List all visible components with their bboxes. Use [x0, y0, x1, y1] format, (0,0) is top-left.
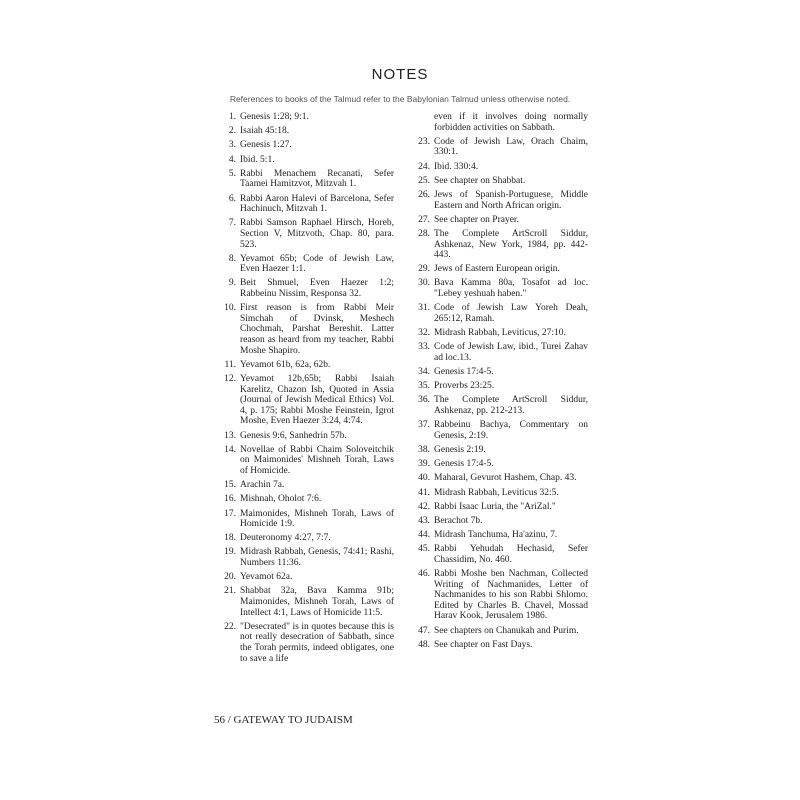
- note-number: 7.: [228, 218, 236, 229]
- note-item: [412, 395, 588, 416]
- note-item: [218, 360, 394, 371]
- note-number: 32.: [418, 328, 430, 339]
- note-number: 35.: [418, 381, 430, 392]
- note-number: 34.: [418, 367, 430, 377]
- note-number: 26.: [418, 189, 430, 200]
- note-text: Novellae of Rabbi Chaim Soloveitchik on Maimonides' Mishneh Torah, Laws of Homicide.: [240, 444, 394, 476]
- note-number: 39.: [418, 459, 430, 470]
- note-text: Jews of Eastern European origin.: [434, 264, 560, 275]
- note-number: 4.: [228, 154, 236, 165]
- note-number: 43.: [418, 515, 430, 526]
- notes-column-right: [412, 112, 588, 654]
- note-text: Midrash Tanchuma, Ha'azinu, 7.: [434, 530, 558, 541]
- note-number: 12.: [224, 374, 236, 384]
- note-number: 10.: [224, 303, 236, 314]
- note-number: 29.: [418, 264, 430, 275]
- note-text: Genesis 1:28; 9:1.: [240, 112, 309, 122]
- note-item: [218, 218, 394, 250]
- note-text: Genesis 1:27.: [240, 140, 292, 151]
- note-text: Midrash Rabbah, Genesis, 74:41; Rashi, Numbers 11:36.: [240, 547, 394, 569]
- note-text: "Desecrated" is in quotes because this is not really desecration of Sabbath, since the Torah permits, indeed obligates, one to save a life: [240, 621, 394, 664]
- note-number: 2.: [228, 126, 236, 137]
- note-text: Genesis 2:19.: [434, 444, 486, 455]
- note-item: [412, 229, 588, 261]
- note-item: [218, 155, 394, 166]
- note-item: [218, 194, 394, 215]
- note-text: Ibid. 5:1.: [240, 154, 275, 165]
- note-text: Mishnah, Oholot 7:6.: [240, 494, 322, 505]
- note-text: Yevamot 61b, 62a, 62b.: [240, 359, 331, 370]
- note-text: Berachot 7b.: [434, 515, 483, 526]
- note-text: Rabbi Aaron Halevi of Barcelona, Sefer Hachinuch, Mitzvah 1.: [240, 193, 394, 215]
- note-text: Genesis 17:4-5.: [434, 459, 494, 470]
- note-item: [218, 547, 394, 568]
- note-number: 13.: [224, 430, 236, 441]
- note-number: 25.: [418, 175, 430, 186]
- note-number: 33.: [418, 342, 430, 353]
- note-item: [218, 303, 394, 356]
- note-number: 11.: [224, 359, 236, 370]
- note-text: See chapter on Shabbat.: [434, 175, 526, 186]
- note-text: Isaiah 45:18.: [240, 126, 290, 137]
- note-text: Yevamot 65b; Code of Jewish Law, Even Haezer 1:1.: [240, 253, 394, 275]
- note-number: 27.: [418, 214, 430, 225]
- note-number: 9.: [228, 278, 236, 289]
- note-text: Code of Jewish Law, Orach Chaim, 330:1.: [434, 136, 588, 158]
- note-text: Rabbi Isaac Luria, the "AriZal.": [434, 501, 556, 512]
- note-item: [218, 572, 394, 583]
- note-item: [218, 533, 394, 544]
- note-item: [412, 640, 588, 651]
- note-text: Genesis 9:6, Sanhedrin 57b.: [240, 430, 347, 441]
- note-text: Rabbi Samson Raphael Hirsch, Horeb, Section V, Mitzvoth, Chap. 80, para. 523.: [240, 218, 394, 250]
- note-number: 42.: [418, 501, 430, 512]
- note-number: 31.: [418, 303, 430, 314]
- note-item: [412, 445, 588, 456]
- note-number: 5.: [228, 168, 236, 179]
- note-item: [218, 586, 394, 618]
- note-item: [412, 176, 588, 187]
- note-number: 44.: [418, 530, 430, 541]
- note-text: Code of Jewish Law Yoreh Deah, 265:12, Ramah.: [434, 303, 588, 324]
- note-item: [412, 162, 588, 173]
- note-number: 38.: [418, 444, 430, 455]
- note-number: 47.: [418, 625, 430, 636]
- note-number: 18.: [224, 533, 236, 544]
- note-text: Genesis 17:4-5.: [434, 367, 494, 377]
- note-text: Proverbs 23:25.: [434, 381, 495, 392]
- note-number: 3.: [228, 140, 236, 151]
- note-number: 16.: [224, 494, 236, 505]
- note-item: [218, 431, 394, 442]
- note-item: [412, 569, 588, 622]
- note-number: 17.: [224, 508, 236, 519]
- note-text: Maharal, Gevurot Hashem, Chap. 43.: [434, 473, 577, 484]
- note-item: [412, 488, 588, 499]
- note-item: [412, 215, 588, 226]
- note-number: 23.: [418, 136, 430, 147]
- note-continuation: even if it involves doing normally forbidden activities on Sabbath.: [434, 112, 588, 133]
- note-text: Rabbi Menachem Recanati, Sefer Taamei Hamitzvot, Mitzvah 1.: [240, 168, 394, 190]
- note-item: [218, 169, 394, 190]
- note-number: 28.: [418, 228, 430, 239]
- note-text: Maimonides, Mishneh Torah, Laws of Homicide 1:9.: [240, 508, 394, 530]
- note-item: [412, 516, 588, 527]
- note-text: Shabbat 32a, Bava Kamma 91b; Maimonides, Mishneh Torah, Laws of Intellect 4:1, Laws of Homicide 11:5.: [240, 586, 394, 618]
- note-item: [218, 622, 394, 664]
- note-number: 36.: [418, 395, 430, 406]
- note-item: [218, 254, 394, 275]
- note-number: 24.: [418, 161, 430, 172]
- note-number: 22.: [224, 621, 236, 632]
- note-number: 48.: [418, 639, 430, 650]
- page-title: NOTES: [371, 66, 429, 83]
- note-text: Ibid. 330:4.: [434, 161, 479, 172]
- page-subtitle: References to books of the Talmud refer to the Babylonian Talmud unless otherwise noted.: [229, 94, 571, 104]
- note-text: Midrash Rabbah, Leviticus 32:5.: [434, 487, 559, 498]
- note-text: Beit Shmuel, Even Haezer 1:2; Rabbeinu Nissim, Responsa 32.: [240, 278, 394, 300]
- note-text: Bava Kamma 80a, Tosafot ad loc. "Lebey yeshuah haben.": [434, 278, 588, 300]
- note-item: [412, 264, 588, 275]
- note-item: [218, 480, 394, 491]
- note-item: [412, 502, 588, 513]
- notes-column-left: [218, 112, 394, 668]
- note-item: [412, 420, 588, 441]
- note-item: [412, 278, 588, 299]
- note-number: 46.: [418, 569, 430, 580]
- note-item: [412, 137, 588, 158]
- note-item: [218, 509, 394, 530]
- note-text: See chapter on Fast Days.: [434, 639, 533, 650]
- note-text: Yevamot 12b,65b; Rabbi Isaiah Karelitz, Chazon Ish, Quoted in Assia (Journal of Jewish Medical Ethics) Vol. 4, p. 175; Rabbi Moshe Feinstein, Igrot Moshe, Even Haezer 3:24, 4:74.: [240, 374, 394, 427]
- note-item: [412, 626, 588, 637]
- note-number: 21.: [224, 586, 236, 597]
- note-text: Rabbeinu Bachya, Commentary on Genesis, 2:19.: [434, 420, 588, 441]
- note-text: Arachin 7a.: [240, 480, 285, 491]
- note-number: 37.: [418, 420, 430, 431]
- note-number: 41.: [418, 487, 430, 498]
- note-item: [218, 374, 394, 427]
- note-item: [218, 140, 394, 151]
- note-number: 8.: [228, 253, 236, 264]
- note-text: Rabbi Moshe ben Nachman, Collected Writing of Nachmanides, Letter of Nachmanides to his son Rabbi Shlomo. Edited by Charles B. Chavel, Mossad Harav Kook, Jerusalem 1986.: [434, 569, 588, 622]
- note-number: 30.: [418, 278, 430, 289]
- note-item: [412, 544, 588, 565]
- note-number: 14.: [224, 444, 236, 455]
- page-footer: 56 / GATEWAY TO JUDAISM: [214, 714, 353, 726]
- note-text: The Complete ArtScroll Siddur, Ashkenaz, New York, 1984, pp. 442-443.: [434, 228, 588, 261]
- note-text: The Complete ArtScroll Siddur, Ashkenaz, pp. 212-213.: [434, 395, 588, 416]
- note-text: Yevamot 62a.: [240, 572, 293, 583]
- note-number: 6.: [228, 193, 236, 204]
- note-number: 20.: [224, 572, 236, 583]
- note-item: [412, 459, 588, 470]
- note-text: See chapter on Prayer.: [434, 214, 519, 225]
- note-item: [412, 303, 588, 324]
- note-item: [412, 342, 588, 363]
- note-item: [218, 445, 394, 477]
- note-number: 45.: [418, 544, 430, 555]
- note-number: 15.: [224, 480, 236, 491]
- note-item: [412, 367, 588, 378]
- note-text: Rabbi Yehudah Hechasid, Sefer Chassidim, No. 460.: [434, 544, 588, 565]
- note-text: Jews of Spanish-Portuguese, Middle Eastern and North African origin.: [434, 189, 588, 211]
- note-item: [412, 473, 588, 484]
- note-item: [218, 126, 394, 137]
- note-item: [412, 328, 588, 339]
- note-number: 19.: [224, 547, 236, 558]
- note-item: [218, 278, 394, 299]
- note-text: First reason is from Rabbi Meir Simchah of Dvinsk, Meshech Chochmah, Parshat Bereshit. Latter reason as heard from my teacher, Rabbi Moshe Shapiro.: [240, 303, 394, 356]
- note-number: 1.: [228, 112, 236, 122]
- note-text: Deuteronomy 4:27, 7:7.: [240, 533, 331, 544]
- note-item: [412, 190, 588, 211]
- note-text: See chapters on Chanukah and Purim.: [434, 625, 579, 636]
- note-text: Code of Jewish Law, ibid., Turei Zahav ad loc.13.: [434, 342, 588, 363]
- note-text: Midrash Rabbah, Leviticus, 27:10.: [434, 328, 566, 339]
- note-item: [218, 112, 394, 123]
- note-item: [412, 530, 588, 541]
- note-item: [412, 381, 588, 392]
- note-number: 40.: [418, 473, 430, 484]
- note-item: [218, 494, 394, 505]
